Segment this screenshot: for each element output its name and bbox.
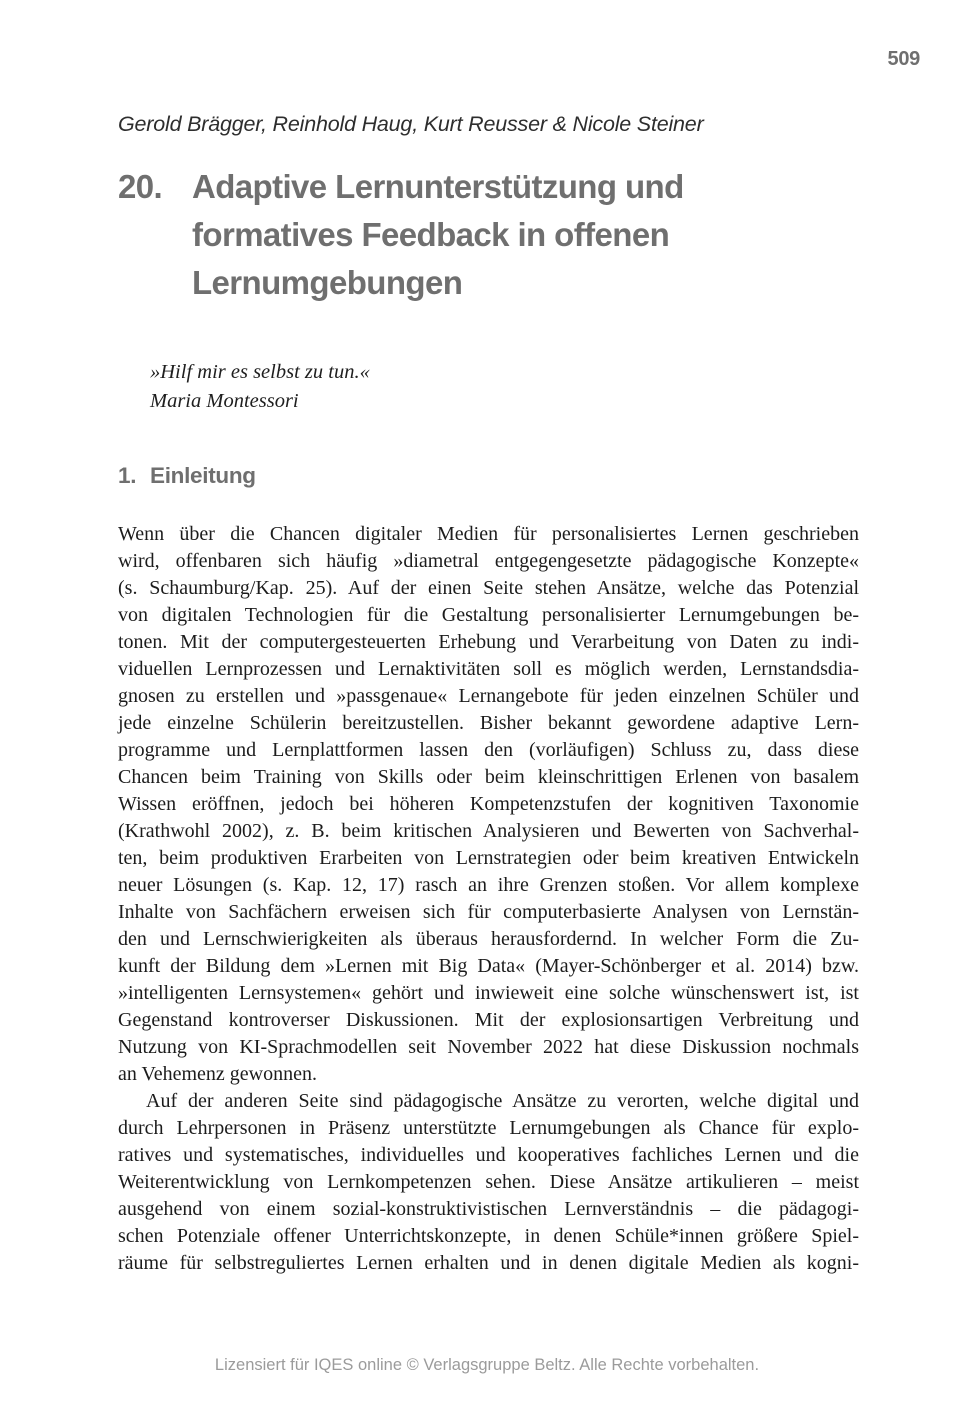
body-text-line: an Vehemenz gewonnen. bbox=[118, 1063, 318, 1085]
body-text-line: Weiterentwicklung von Lernkompetenzen sehen. Diese Ansätze artikulieren – meist bbox=[118, 1171, 859, 1193]
body-text-line: Auf der anderen Seite sind pädagogische Ansätze zu verorten, welche digital und bbox=[146, 1090, 859, 1112]
chapter-title-line: Adaptive Lernunterstützung und bbox=[192, 168, 684, 205]
license-footer: Lizensiert für IQES online © Verlagsgruppe Beltz. Alle Rechte vorbehalten. bbox=[214, 1356, 760, 1374]
epigraph-quote: »Hilf mir es selbst zu tun.« bbox=[150, 361, 370, 383]
chapter-number: 20. bbox=[118, 168, 163, 205]
body-text-line: neuer Lösungen (s. Kap. 12, 17) rasch an ihre Grenzen stoßen. Vor allem komplexe bbox=[118, 874, 859, 896]
body-text-line: Gegenstand kontroverser Diskussionen. Mit der explosionsartigen Verbreitung und bbox=[118, 1009, 859, 1031]
body-text-line: Chancen beim Training von Skills oder beim kleinschrittigen Erlenen von basalem bbox=[118, 766, 859, 788]
chapter-title-line: formatives Feedback in offenen bbox=[192, 216, 670, 253]
body-text-line: jede einzelne Schülerin bereitzustellen. Bisher bekannt gewordene adaptive Lern- bbox=[118, 712, 859, 734]
body-text-line: »intelligenten Lernsystemen« gehört und inwieweit eine solche wünschenswert ist, ist bbox=[118, 982, 859, 1004]
body-text-line: Wenn über die Chancen digitaler Medien für personalisiertes Lernen geschrieben bbox=[118, 523, 859, 545]
body-text-line: ratives und systematisches, individuelles und kooperatives fachliches Lernen und die bbox=[118, 1144, 859, 1166]
body-text-line: schen Potenziale offener Unterrichtskonzepte, in denen Schüle*innen größere Spiel- bbox=[118, 1225, 859, 1247]
section-title: Einleitung bbox=[150, 463, 256, 488]
body-text-line: viduellen Lernprozessen und Lernaktivitäten soll es möglich werden, Lernstandsdia- bbox=[118, 658, 859, 680]
epigraph bbox=[150, 358, 370, 416]
paragraph-2 bbox=[118, 1088, 859, 1277]
body-text-line: (s. Schaumburg/Kap. 25). Auf der einen Seite stehen Ansätze, welche das Potenzial bbox=[118, 577, 859, 599]
body-text-line: Inhalte von Sachfächern erweisen sich für computerbasierte Analysen von Lernstän- bbox=[118, 901, 859, 923]
authors-line: Gerold Brägger, Reinhold Haug, Kurt Reusser & Nicole Steiner bbox=[118, 112, 704, 136]
body-text bbox=[118, 521, 859, 1277]
body-text-line: gnosen zu erstellen und »passgenaue« Lernangebote für jeden einzelnen Schüler und bbox=[118, 685, 859, 707]
body-text-line: Wissen eröffnen, jedoch bei höheren Kompetenzstufen der kognitiven Taxonomie bbox=[118, 793, 859, 815]
body-text-line: räume für selbstreguliertes Lernen erhalten und in denen digitale Medien als kogni- bbox=[118, 1252, 859, 1274]
chapter-title-text bbox=[192, 163, 684, 307]
page-number: 509 bbox=[887, 48, 920, 70]
chapter-title bbox=[118, 163, 684, 307]
body-text-line: Nutzung von KI-Sprachmodellen seit November 2022 hat diese Diskussion nochmals bbox=[118, 1036, 859, 1058]
epigraph-attribution: Maria Montessori bbox=[150, 390, 299, 412]
body-text-line: (Krathwohl 2002), z. B. beim kritischen Analysieren und Bewerten von Sachverhal- bbox=[118, 820, 859, 842]
paragraph-1 bbox=[118, 521, 859, 1088]
body-text-line: ausgehend von einem sozial-konstruktivistischen Lernverständnis – die pädagogi- bbox=[118, 1198, 859, 1220]
section-number: 1. bbox=[118, 463, 137, 488]
body-text-line: durch Lehrpersonen in Präsenz unterstützte Lernumgebungen als Chance für explo- bbox=[118, 1117, 859, 1139]
body-text-line: wird, offenbaren sich häufig »diametral entgegengesetzte pädagogische Konzepte« bbox=[118, 550, 859, 572]
chapter-title-line: Lernumgebungen bbox=[192, 264, 463, 301]
body-text-line: den und Lernschwierigkeiten als überaus herausfordernd. In welcher Form die Zu- bbox=[118, 928, 859, 950]
body-text-line: tonen. Mit der computergesteuerten Erhebung und Verarbeitung von Daten zu indi- bbox=[118, 631, 859, 653]
body-text-line: kunft der Bildung dem »Lernen mit Big Data« (Mayer-Schönberger et al. 2014) bzw. bbox=[118, 955, 859, 977]
body-text-line: programme und Lernplattformen lassen den (vorläufigen) Schluss zu, dass diese bbox=[118, 739, 859, 761]
body-text-line: von digitalen Technologien für die Gestaltung personalisierter Lernumgebungen be- bbox=[118, 604, 859, 626]
section-heading bbox=[118, 463, 256, 489]
body-text-line: ten, beim produktiven Erarbeiten von Lernstrategien oder beim kreativen Entwickeln bbox=[118, 847, 859, 869]
